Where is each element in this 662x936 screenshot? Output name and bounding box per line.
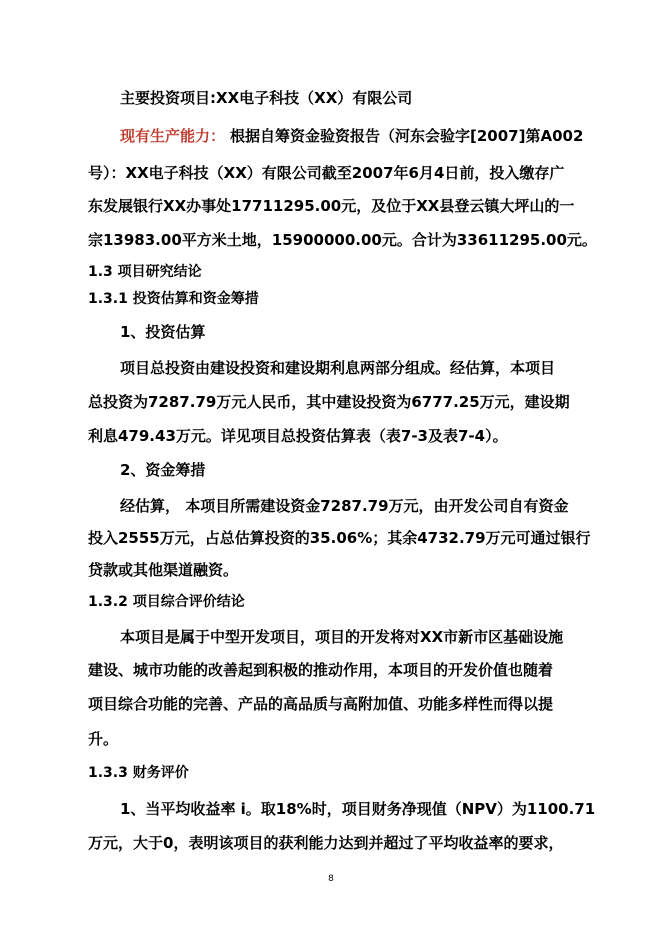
heading-1-3-1: 1.3.1 投资估算和资金筹措 bbox=[88, 291, 259, 307]
capacity-label: 现有生产能力： bbox=[120, 127, 226, 145]
investment-line-2: 总投资为7287.79万元人民币，其中建设投资为6777.25万元，建设期 bbox=[88, 393, 570, 411]
capacity-line-1: 根据自筹资金验资报告（河东会验字[2007]第A002 bbox=[230, 127, 584, 145]
funding-line-1: 经估算， 本项目所需建设资金7287.79万元，由开发公司自有资金 bbox=[120, 497, 569, 515]
main-investment-project: 主要投资项目:XX电子科技（XX）有限公司 bbox=[120, 89, 413, 107]
heading-1-3-3: 1.3.3 财务评价 bbox=[88, 765, 189, 781]
evaluation-line-4: 升。 bbox=[88, 730, 119, 748]
subheading-fund-raising: 2、资金筹措 bbox=[120, 461, 206, 479]
capacity-line-2: 号）：XX电子科技（XX）有限公司截至2007年6月4日前，投入缴存广 bbox=[88, 164, 565, 182]
funding-line-3: 贷款或其他渠道融资。 bbox=[88, 561, 239, 579]
evaluation-line-1: 本项目是属于中型开发项目，项目的开发将对XX市新市区基础设施 bbox=[120, 628, 564, 646]
investment-line-3: 利息479.43万元。详见项目总投资估算表（表7-3及表7-4）。 bbox=[88, 427, 508, 445]
subheading-investment-estimate: 1、投资估算 bbox=[120, 323, 206, 341]
heading-1-3-2: 1.3.2 项目综合评价结论 bbox=[88, 594, 245, 610]
heading-1-3: 1.3 项目研究结论 bbox=[88, 264, 202, 280]
financial-line-1: 1、当平均收益率 i。取18%时，项目财务净现值（NPV）为1100.71 bbox=[120, 800, 596, 818]
evaluation-line-3: 项目综合功能的完善、产品的高品质与高附加值、功能多样性而得以提 bbox=[88, 695, 554, 713]
capacity-line-3: 东发展银行XX办事处17711295.00元，及位于XX县登云镇大坪山的一 bbox=[88, 197, 575, 215]
financial-line-2: 万元，大于0，表明该项目的获利能力达到并超过了平均收益率的要求， bbox=[88, 834, 564, 852]
evaluation-line-2: 建设、城市功能的改善起到积极的推动作用，本项目的开发价值也随着 bbox=[88, 661, 554, 679]
capacity-line-4: 宗13983.00平方米土地，15900000.00元。合计为33611295.00元。 bbox=[88, 231, 597, 249]
investment-line-1: 项目总投资由建设投资和建设期利息两部分组成。经估算，本项目 bbox=[120, 359, 556, 377]
funding-line-2: 投入2555万元，占总估算投资的35.06%；其余4732.79万元可通过银行 bbox=[88, 529, 591, 547]
page-number: 8 bbox=[328, 874, 334, 884]
